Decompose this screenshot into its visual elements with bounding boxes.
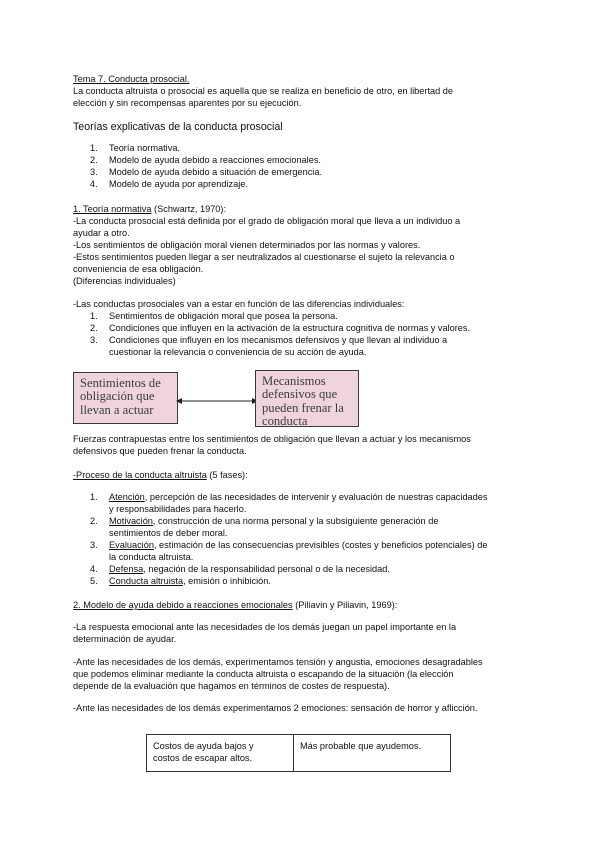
condition-item: Condiciones que influyen en la activación de la estructura cognitiva de normas y valores.: [109, 323, 471, 333]
process-heading: -Proceso de la conducta altruista: [73, 470, 207, 480]
phase-term: Atención: [109, 492, 145, 502]
list-number: 3.: [90, 335, 98, 345]
condition-item: Condiciones que influyen en los mecanismos defensivos y que llevan al individuo a: [109, 335, 448, 345]
cost-table: [146, 734, 451, 772]
section1-heading: 1. Teoría normativa: [73, 204, 152, 214]
table-cell: [294, 735, 451, 772]
section2-line: determinación de ayudar.: [73, 634, 177, 644]
list-item: Modelo de ayuda debido a reacciones emocionales.: [109, 155, 321, 165]
box-line: Mecanismos: [262, 374, 326, 388]
list-number: 3.: [90, 167, 98, 177]
box-line: pueden frenar la: [262, 400, 344, 415]
list-item: Modelo de ayuda debido a situación de emergencia.: [109, 167, 322, 177]
section2-line: que podemos eliminar mediante la conducta altruista o escapando de la situación (la elección: [73, 669, 454, 679]
phase-text: , negación de la responsabilidad personal o de la necesidad.: [143, 564, 390, 574]
diagram-caption: Fuerzas contrapuestas entre los sentimientos de obligación que llevan a actuar y los mecanismos: [73, 434, 471, 444]
section1-line: -Los sentimientos de obligación moral vienen determinados por las normas y valores.: [73, 240, 421, 250]
box-line: obligación que: [80, 389, 155, 404]
section2-line: depende de la evaluación que hagamos en términos de costes de respuesta).: [73, 681, 390, 691]
list-number: 5.: [90, 576, 98, 586]
phase-text: , emisión o inhibición.: [183, 576, 271, 586]
section1-line: conveniencia de esa obligación.: [73, 264, 204, 274]
list-number: 2.: [90, 323, 98, 333]
section1-line: (Diferencias individuales): [73, 276, 176, 286]
phase-item: [109, 516, 438, 528]
section1-heading-line: [73, 204, 226, 216]
phase-text: la conducta altruista.: [109, 552, 194, 562]
box-line: llevan a actuar: [80, 402, 154, 417]
box-line: defensivos que: [262, 387, 338, 402]
list-number: 2.: [90, 516, 98, 526]
diagram-caption: defensivos que pueden frenar la conducta.: [73, 446, 247, 456]
list-number: 1.: [90, 143, 98, 153]
section2-line: -Ante las necesidades de los demás, experimentamos tensión y angustia, emociones desagradables: [73, 657, 483, 667]
table-cell: [147, 735, 294, 772]
intro-line: La conducta altruista o prosocial es aquella que se realiza en beneficio de otro, en libertad de: [73, 86, 453, 96]
double-arrow-icon: [176, 395, 258, 407]
section1-citation: (Schwartz, 1970):: [151, 204, 227, 214]
cell-line: Costos de ayuda bajos y: [153, 741, 254, 751]
phase-text: sentimientos de deber moral.: [109, 528, 228, 538]
process-suffix: (5 fases):: [206, 470, 248, 480]
intro-line: elección y sin recompensas aparentes por su ejecución.: [73, 98, 302, 108]
section2-line: -Ante las necesidades de los demás experimentamos 2 emociones: sensación de horror y aflicción.: [73, 703, 478, 713]
phase-text: y responsabilidades para hacerlo.: [109, 504, 247, 514]
phase-item: [109, 492, 487, 504]
list-number: 1.: [90, 492, 98, 502]
section1-line: ayudar a otro.: [73, 228, 130, 238]
section2-heading-line: [73, 600, 397, 612]
phase-item: [109, 564, 390, 576]
list-number: 4.: [90, 564, 98, 574]
list-number: 3.: [90, 540, 98, 550]
section2-line: -La respuesta emocional ante las necesidades de los demás juegan un papel importante en la: [73, 622, 457, 632]
list-number: 4.: [90, 179, 98, 189]
obligation-feelings-box: [73, 372, 178, 424]
box-line: Sentimientos de: [80, 376, 161, 390]
condition-item: Sentimientos de obligación moral que posea la persona.: [109, 311, 338, 321]
phase-item: [109, 540, 487, 552]
page-title: Tema 7. Conducta prosocial.: [73, 74, 190, 84]
phase-term: Conducta altruista: [109, 576, 184, 586]
phase-text: , percepción de las necesidades de intervenir y evaluación de nuestras capacidades: [144, 492, 488, 502]
cell-line: Más probable que ayudemos.: [300, 741, 422, 751]
phase-item: [109, 576, 271, 588]
defense-mechanisms-box: [255, 370, 359, 427]
phase-text: , construcción de una norma personal y la subsiguiente generación de: [152, 516, 439, 526]
list-number: 1.: [90, 311, 98, 321]
phase-term: Motivación: [109, 516, 153, 526]
box-line: conducta: [262, 414, 308, 427]
condition-item: cuestionar la relevancia o conveniencia de su acción de ayuda.: [109, 347, 367, 357]
section1-line: -La conducta prosocial está definida por el grado de obligación moral que lleva a un individuo a: [73, 216, 461, 226]
section1-line: -Estos sentimientos pueden llegar a ser neutralizados al cuestionarse el sujeto la relevancia o: [73, 252, 455, 262]
list-number: 2.: [90, 155, 98, 165]
cell-line: costos de escapar altos.: [153, 752, 253, 763]
table-row: [147, 735, 451, 772]
section2-citation: (Piliavin y Piliavin, 1969):: [292, 600, 398, 610]
phase-term: Defensa: [109, 564, 144, 574]
section2-heading: 2. Modelo de ayuda debido a reacciones emocionales: [73, 600, 293, 610]
conditions-intro: -Las conductas prosociales van a estar en función de las diferencias individuales:: [73, 299, 405, 309]
theories-heading: Teorías explicativas de la conducta prosocial: [73, 121, 283, 133]
phase-text: , estimación de las consecuencias previsibles (costes y beneficios potenciales) de: [153, 540, 488, 550]
phase-term: Evaluación: [109, 540, 154, 550]
list-item: Teoría normativa.: [109, 143, 180, 153]
list-item: Modelo de ayuda por aprendizaje.: [109, 179, 248, 189]
process-heading-line: [73, 470, 248, 482]
